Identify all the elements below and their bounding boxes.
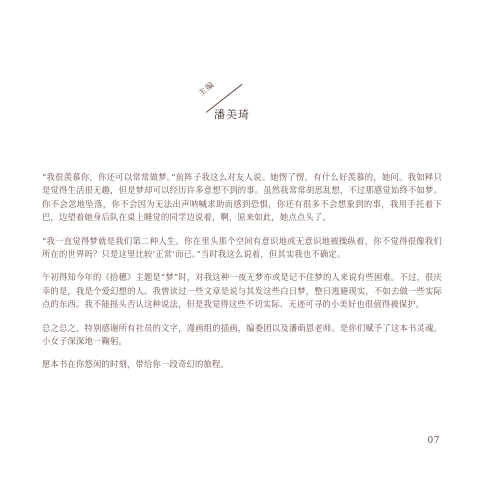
paragraph-2: “我一直觉得梦就是我们第二种人生。你在里头那个空间有意识地或无意识地被操纵着，你不觉得很像我们所在的世界吗？只是这里比较‘正常’而已。”当时我这么说着，但其实我也不确定。	[42, 235, 442, 260]
editor-name: 潘美琦	[214, 108, 250, 121]
editor-credit	[196, 79, 276, 144]
paragraph-1: “我很羡慕你，你还可以常常做梦。”前阵子我这么对友人说。她愣了愣，有什么好羡慕的，她问。我如释只是觉得生活很无趣，但是梦却可以经历许多意想不到的事。虽然我常常胡思乱想，不过那感觉始终不如梦。你不会忽地坠落，你不会因为无法出声呐喊求助而感到恐惧，你还有很多不会想象到的事，我用手托着下巴，边望着她身后队在桌上睡觉的同学边说着，啊，原来如此，她点点头了。	[42, 172, 442, 223]
paragraph-5: 愿本书在你悠闲的时刻，带给你一段奇幻的旅程。	[42, 359, 229, 370]
editor-role-label: 主编	[196, 79, 217, 98]
paragraph-4: 总之总之，特别感谢所有社员的文字，漫画组的插画，编委团以及潘萌恩老师。是你们赋予了这本书灵魂。小女子深深地一鞠躬。	[42, 322, 442, 347]
paragraph-3: 午初得知今年的《拾穗》主题是“梦”时，对我这种一夜无梦亦或是记不住梦的人来说有些困难。不过，很庆幸的是，我是个爱幻想的人。我曾读过一些文章是说与其发这些白日梦，整日逃避现实，不如去做一些实际点的东西。我不能摇头否认这种说法，但是我觉得这些不切实际、无迹可寻的小美好也很值得被保护。	[42, 272, 442, 310]
page-number: 07	[427, 436, 440, 446]
foreword-body	[42, 171, 442, 382]
